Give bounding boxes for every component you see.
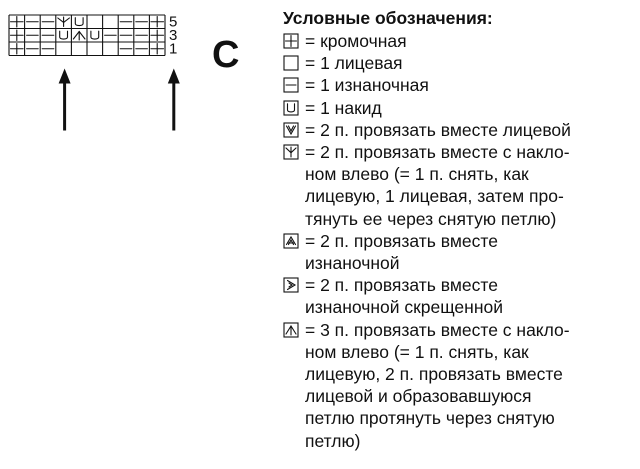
legend-item-p2tog-tbl	[283, 274, 633, 318]
knit-symbol-icon	[283, 55, 299, 71]
chart-cell-edge	[11, 17, 24, 28]
legend-text-line: изнаночной скрещенной	[305, 297, 504, 318]
legend-text-line: = 3 п. провязать вместе с накло-	[305, 319, 570, 340]
legend-text	[305, 319, 633, 452]
legend-title: Условные обозначения:	[283, 8, 493, 28]
legend-text-line: петлю протянуть через снятую	[305, 408, 555, 429]
legend-text-line: = 1 изнаночная	[305, 75, 429, 96]
chart-grid	[6, 4, 206, 124]
legend-item-yo	[283, 97, 633, 119]
legend-item-k3tog-left	[283, 319, 633, 452]
legend-text-line: = 2 п. провязать вместе	[305, 230, 498, 251]
p2tog-symbol-icon	[283, 233, 299, 249]
chart-cell-edge	[11, 44, 24, 55]
legend-text	[305, 97, 633, 119]
p2tog-tbl-symbol-icon	[283, 277, 299, 293]
legend-text-line: ном влево (= 1 п. снять, как	[305, 164, 529, 185]
row-number: 3	[169, 27, 178, 44]
legend-text-line: = 1 лицевая	[305, 53, 403, 74]
legend-text-line: лицевую, 2 п. провязать вместе	[305, 364, 563, 385]
chart-cell-edge	[151, 44, 164, 55]
chart-cell-yo	[75, 18, 83, 26]
legend-text-line: = кромочная	[305, 31, 407, 51]
yo-symbol-icon	[283, 100, 299, 116]
purl-symbol-icon	[283, 77, 299, 93]
chart-cell-edge	[151, 17, 164, 28]
legend-text-line: = 2 п. провязать вместе лицевой	[305, 119, 571, 140]
chart-cell-k3tog-left	[73, 32, 85, 41]
chart-label: C	[212, 34, 240, 76]
legend-text-line: петлю)	[305, 430, 361, 451]
knitting-chart	[6, 4, 206, 124]
legend-text	[305, 230, 633, 274]
legend-text	[305, 141, 633, 230]
legend-text-line: тянуть ее через снятую петлю)	[305, 208, 557, 229]
legend-item-k2tog-left	[283, 141, 633, 230]
chart-cell-yo	[60, 31, 68, 39]
chart-cell-edge	[151, 30, 164, 41]
legend-item-purl	[283, 74, 633, 96]
k2tog-symbol-icon	[283, 122, 299, 138]
legend-item-p2tog	[283, 230, 633, 274]
legend-item-knit	[283, 52, 633, 74]
row-number: 1	[169, 40, 178, 58]
legend-items	[283, 30, 633, 452]
edge-symbol-icon	[283, 33, 299, 49]
arrow-up-icon	[59, 69, 71, 84]
legend-text-line: ном влево (= 1 п. снять, как	[305, 341, 529, 362]
legend	[283, 7, 633, 452]
legend-item-k2tog	[283, 119, 633, 141]
legend-text-line: = 2 п. провязать вместе с накло-	[305, 142, 570, 163]
k3tog-left-symbol-icon	[283, 322, 299, 338]
legend-text-line: лицевую, 1 лицевая, затем про-	[305, 186, 564, 207]
chart-cell-edge	[11, 30, 24, 41]
chart-cell-k2tog-left	[58, 17, 70, 27]
legend-text-line: = 1 накид	[305, 97, 382, 118]
legend-text-line: лицевой и образовавшуюся	[305, 386, 532, 407]
legend-text	[305, 119, 633, 141]
legend-text	[305, 274, 633, 318]
row-number: 5	[169, 13, 178, 31]
k2tog-left-symbol-icon	[283, 144, 299, 160]
chart-cell-yo	[91, 31, 99, 39]
legend-text-line: изнаночной	[305, 253, 400, 274]
legend-item-edge	[283, 30, 633, 52]
legend-text	[305, 74, 633, 96]
legend-text	[305, 30, 633, 52]
arrow-up-icon	[168, 69, 180, 84]
legend-text-line: = 2 п. провязать вместе	[305, 275, 498, 296]
legend-text	[305, 52, 633, 74]
